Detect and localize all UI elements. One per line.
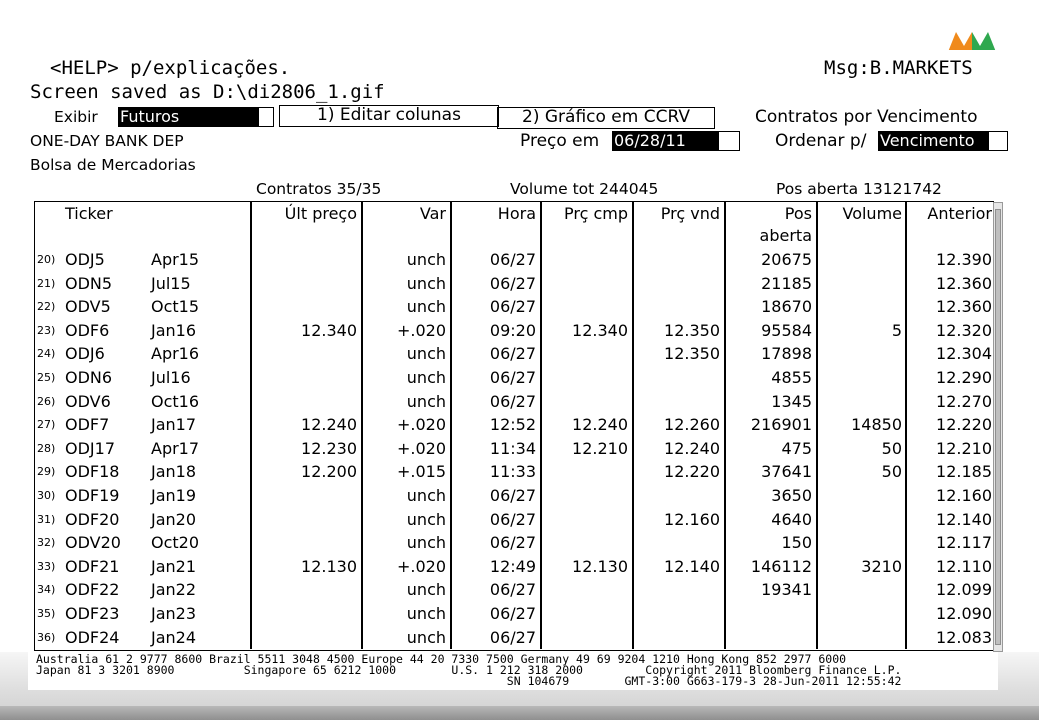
cell-ant: 12.270 <box>936 391 992 411</box>
cell-hora: 06/27 <box>489 580 536 600</box>
header-change[interactable]: Var <box>419 204 446 223</box>
cell-var: unch <box>406 250 446 269</box>
cell-hora: 06/27 <box>489 604 536 623</box>
cell-var: +.015 <box>396 462 446 482</box>
cell-month: Jan23 <box>151 604 197 623</box>
cell-vnd: 12.220 <box>664 462 720 482</box>
table-row[interactable] <box>35 437 995 461</box>
row-number[interactable]: 22) <box>37 300 56 314</box>
cell-vol: 3210 <box>861 556 902 576</box>
price-date-label: Preço em <box>520 131 600 151</box>
cell-ticker: ODF18 <box>65 462 120 482</box>
row-number[interactable]: 33) <box>37 559 56 573</box>
cell-hora: 06/27 <box>489 533 536 553</box>
cell-vol: 14850 <box>851 415 902 435</box>
cell-hora: 12:49 <box>489 556 536 576</box>
cell-pos: 150 <box>781 533 812 553</box>
cell-ult: 12.340 <box>301 320 357 340</box>
cell-ult: 12.240 <box>301 415 357 435</box>
cell-ult: 12.130 <box>301 556 357 576</box>
cell-pos: 3650 <box>771 486 812 505</box>
edit-columns-button[interactable]: 1) Editar colunas <box>279 105 499 127</box>
saved-line: Screen saved as D:\di2806_1.gif <box>30 81 385 103</box>
cell-ant: 12.185 <box>936 462 992 482</box>
cell-pos: 18670 <box>761 297 812 317</box>
company-logo-icon <box>948 32 996 52</box>
cell-var: unch <box>406 627 446 647</box>
cell-ticker: ODJ5 <box>65 250 105 269</box>
cell-pos: 17898 <box>761 344 812 364</box>
table-row[interactable] <box>35 602 995 626</box>
exibir-dropdown[interactable] <box>258 107 274 127</box>
header-ticker[interactable]: Ticker <box>65 204 113 223</box>
cell-ult: 12.200 <box>301 462 357 482</box>
cell-pos: 4640 <box>771 509 812 529</box>
cell-month: Apr15 <box>151 250 200 269</box>
cell-ant: 12.220 <box>936 415 992 435</box>
cell-month: Jul15 <box>151 273 191 293</box>
cell-vnd: 12.350 <box>664 320 720 340</box>
cell-ticker: ODV5 <box>65 297 111 317</box>
order-by-dropdown[interactable] <box>988 131 1008 151</box>
cell-pos: 19341 <box>761 580 812 600</box>
header-open-interest[interactable]: Pos <box>784 204 812 223</box>
cell-month: Apr17 <box>151 438 200 458</box>
cell-var: unch <box>406 344 446 364</box>
header-open-interest-2: aberta <box>759 226 812 245</box>
cell-month: Jan19 <box>151 486 197 505</box>
cell-ant: 12.210 <box>936 438 992 458</box>
cell-ant: 12.360 <box>936 273 992 293</box>
cell-ticker: ODF22 <box>65 580 120 600</box>
header-ask[interactable]: Prç vnd <box>660 204 720 223</box>
cell-vol: 5 <box>891 320 902 340</box>
cell-ant: 12.390 <box>936 250 992 269</box>
terminal-screen <box>28 50 998 690</box>
row-number[interactable]: 21) <box>37 276 56 290</box>
cell-vnd: 12.160 <box>664 509 720 529</box>
exibir-field[interactable]: Futuros <box>118 107 258 127</box>
cell-ant: 12.083 <box>936 627 992 647</box>
cell-vnd: 12.350 <box>664 344 720 364</box>
cell-month: Jan18 <box>151 462 197 482</box>
cell-ticker: ODF20 <box>65 509 120 529</box>
row-number[interactable]: 32) <box>37 536 56 550</box>
table-row[interactable] <box>35 508 995 532</box>
table-row[interactable] <box>35 578 995 602</box>
cell-vol: 50 <box>881 462 902 482</box>
cell-var: unch <box>406 297 446 317</box>
price-date-field[interactable]: 06/28/11 <box>612 131 718 151</box>
cell-month: Jan17 <box>151 415 197 435</box>
row-number[interactable]: 35) <box>37 607 56 620</box>
cell-ant: 12.090 <box>936 604 992 623</box>
cell-hora: 06/27 <box>489 509 536 529</box>
cell-pos: 216901 <box>750 415 812 435</box>
row-number[interactable]: 26) <box>37 394 56 408</box>
cell-ticker: ODV6 <box>65 391 111 411</box>
cell-var: unch <box>406 486 446 505</box>
table-scrollbar[interactable] <box>993 202 1003 652</box>
header-previous[interactable]: Anterior <box>927 204 992 223</box>
row-number[interactable]: 23) <box>37 323 56 337</box>
cell-vnd: 12.240 <box>664 438 720 458</box>
order-by-label: Ordenar p/ <box>775 131 867 151</box>
cell-ticker: ODF7 <box>65 415 110 435</box>
cell-var: unch <box>406 580 446 600</box>
cell-month: Oct16 <box>151 391 200 411</box>
cell-month: Jan16 <box>151 320 197 340</box>
cell-hora: 06/27 <box>489 273 536 293</box>
row-number[interactable]: 25) <box>37 371 56 384</box>
cell-ticker: ODF24 <box>65 627 120 647</box>
cell-pos: 21185 <box>761 273 812 293</box>
row-number[interactable]: 29) <box>37 465 56 479</box>
table-row[interactable] <box>35 319 995 343</box>
table-row[interactable] <box>35 626 995 650</box>
cell-cmp: 12.210 <box>572 438 628 458</box>
cell-cmp: 12.240 <box>572 415 628 435</box>
message-indicator: Msg:B.MARKETS <box>824 57 973 79</box>
cell-var: +.020 <box>396 415 446 435</box>
row-number[interactable]: 27) <box>37 418 56 432</box>
cell-var: unch <box>406 368 446 387</box>
cell-ant: 12.140 <box>936 509 992 529</box>
table-row[interactable] <box>35 366 995 390</box>
cell-var: unch <box>406 273 446 293</box>
cell-month: Jan22 <box>151 580 197 600</box>
instrument-name: ONE-DAY BANK DEP <box>30 132 184 150</box>
cell-ant: 12.360 <box>936 297 992 317</box>
cell-pos: 146112 <box>750 556 812 576</box>
cell-ant: 12.099 <box>936 580 992 600</box>
header-volume[interactable]: Volume <box>842 204 902 223</box>
footer-line-2: Japan 81 3 3201 8900 Singapore 65 6212 1000 U.S. 1 212 318 2000 Copyright 2011 Bloomberg Finance L.P. <box>36 663 902 677</box>
row-number[interactable]: 20) <box>37 253 56 266</box>
cell-pos: 95584 <box>761 320 812 340</box>
table-row[interactable] <box>35 342 995 366</box>
cell-var: +.020 <box>396 556 446 576</box>
row-number[interactable]: 30) <box>37 489 56 502</box>
cell-month: Jul16 <box>151 368 191 387</box>
cell-ticker: ODF6 <box>65 320 110 340</box>
cell-hora: 06/27 <box>489 391 536 411</box>
row-number[interactable]: 24) <box>37 347 56 361</box>
table-row[interactable] <box>35 555 995 579</box>
table-row[interactable] <box>35 531 995 555</box>
futures-table <box>34 201 994 651</box>
cell-vnd: 12.260 <box>664 415 720 435</box>
header-bid[interactable]: Prç cmp <box>563 204 628 223</box>
cell-hora: 06/27 <box>489 250 536 269</box>
footer-line-3: SN 104679 GMT-3:00 G663-179-3 28-Jun-2011 12:55:42 <box>36 674 902 688</box>
cell-month: Apr16 <box>151 344 200 364</box>
scrollbar-thumb[interactable] <box>995 209 1001 645</box>
cell-ticker: ODJ17 <box>65 438 115 458</box>
cell-ticker: ODN5 <box>65 273 113 293</box>
cell-var: unch <box>406 509 446 529</box>
cell-hora: 06/27 <box>489 368 536 387</box>
cell-ant: 12.117 <box>936 533 992 553</box>
order-by-field[interactable]: Vencimento <box>878 131 988 151</box>
cell-var: unch <box>406 391 446 411</box>
cell-ant: 12.320 <box>936 320 992 340</box>
cell-ant: 12.160 <box>936 486 992 505</box>
cell-ticker: ODN6 <box>65 368 113 387</box>
cell-hora: 11:34 <box>489 438 536 458</box>
row-number[interactable]: 36) <box>37 630 56 644</box>
cell-pos: 475 <box>781 438 812 458</box>
cell-hora: 06/27 <box>489 486 536 505</box>
price-date-dropdown[interactable] <box>718 131 740 151</box>
cell-ticker: ODF19 <box>65 486 120 505</box>
table-row[interactable] <box>35 295 995 319</box>
cell-ult: 12.230 <box>301 438 357 458</box>
cell-hora: 06/27 <box>489 344 536 364</box>
cell-ant: 12.304 <box>936 344 992 364</box>
cell-pos: 1345 <box>771 391 812 411</box>
table-row[interactable] <box>35 248 995 272</box>
cell-hora: 12:52 <box>489 415 536 435</box>
cell-var: unch <box>406 533 446 553</box>
cell-ant: 12.290 <box>936 368 992 387</box>
cell-month: Oct20 <box>151 533 200 553</box>
row-number[interactable]: 31) <box>37 512 56 526</box>
cell-month: Jan24 <box>151 627 197 647</box>
total-volume: Volume tot 244045 <box>510 180 659 198</box>
footer-line-1: Australia 61 2 9777 8600 Brazil 5511 3048 4500 Europe 44 20 7330 7500 Germany 49 69 9204 1210 Hong Kong 852 2977 6000 <box>36 652 847 666</box>
cell-ticker: ODF21 <box>65 556 120 576</box>
header-last-price[interactable]: Últ preço <box>284 204 357 223</box>
exibir-label: Exibir <box>54 108 98 126</box>
table-row[interactable] <box>35 460 995 484</box>
table-row[interactable] <box>35 413 995 437</box>
cell-hora: 06/27 <box>489 297 536 317</box>
cell-cmp: 12.340 <box>572 320 628 340</box>
exchange-name: Bolsa de Mercadorias <box>30 156 196 174</box>
table-row[interactable] <box>35 390 995 414</box>
cell-hora: 09:20 <box>489 320 536 340</box>
cell-month: Oct15 <box>151 297 200 317</box>
cell-pos: 20675 <box>761 250 812 269</box>
cell-ticker: ODJ6 <box>65 344 105 364</box>
table-row[interactable] <box>35 484 995 508</box>
cell-pos: 37641 <box>761 462 812 482</box>
cell-var: +.020 <box>396 320 446 340</box>
cell-vol: 50 <box>881 438 902 458</box>
cell-vnd: 12.140 <box>664 556 720 576</box>
header-time[interactable]: Hora <box>497 204 536 223</box>
row-number[interactable]: 28) <box>37 441 56 455</box>
open-interest-total: Pos aberta 13121742 <box>776 180 942 198</box>
cell-var: unch <box>406 604 446 623</box>
cell-hora: 11:33 <box>489 462 536 482</box>
cell-var: +.020 <box>396 438 446 458</box>
contracts-by-maturity-label: Contratos por Vencimento <box>755 107 978 127</box>
cell-ticker: ODF23 <box>65 604 120 623</box>
contracts-count: Contratos 35/35 <box>256 180 382 198</box>
help-line: <HELP> p/explicações. <box>50 57 291 79</box>
row-number[interactable]: 34) <box>37 583 56 597</box>
cell-pos: 4855 <box>771 368 812 387</box>
chart-ccrv-button[interactable]: 2) Gráfico em CCRV <box>497 107 715 129</box>
table-row[interactable] <box>35 272 995 296</box>
cell-cmp: 12.130 <box>572 556 628 576</box>
cell-month: Jan21 <box>151 556 197 576</box>
cell-month: Jan20 <box>151 509 197 529</box>
cell-ant: 12.110 <box>936 556 992 576</box>
cell-hora: 06/27 <box>489 627 536 647</box>
cell-ticker: ODV20 <box>65 533 121 553</box>
